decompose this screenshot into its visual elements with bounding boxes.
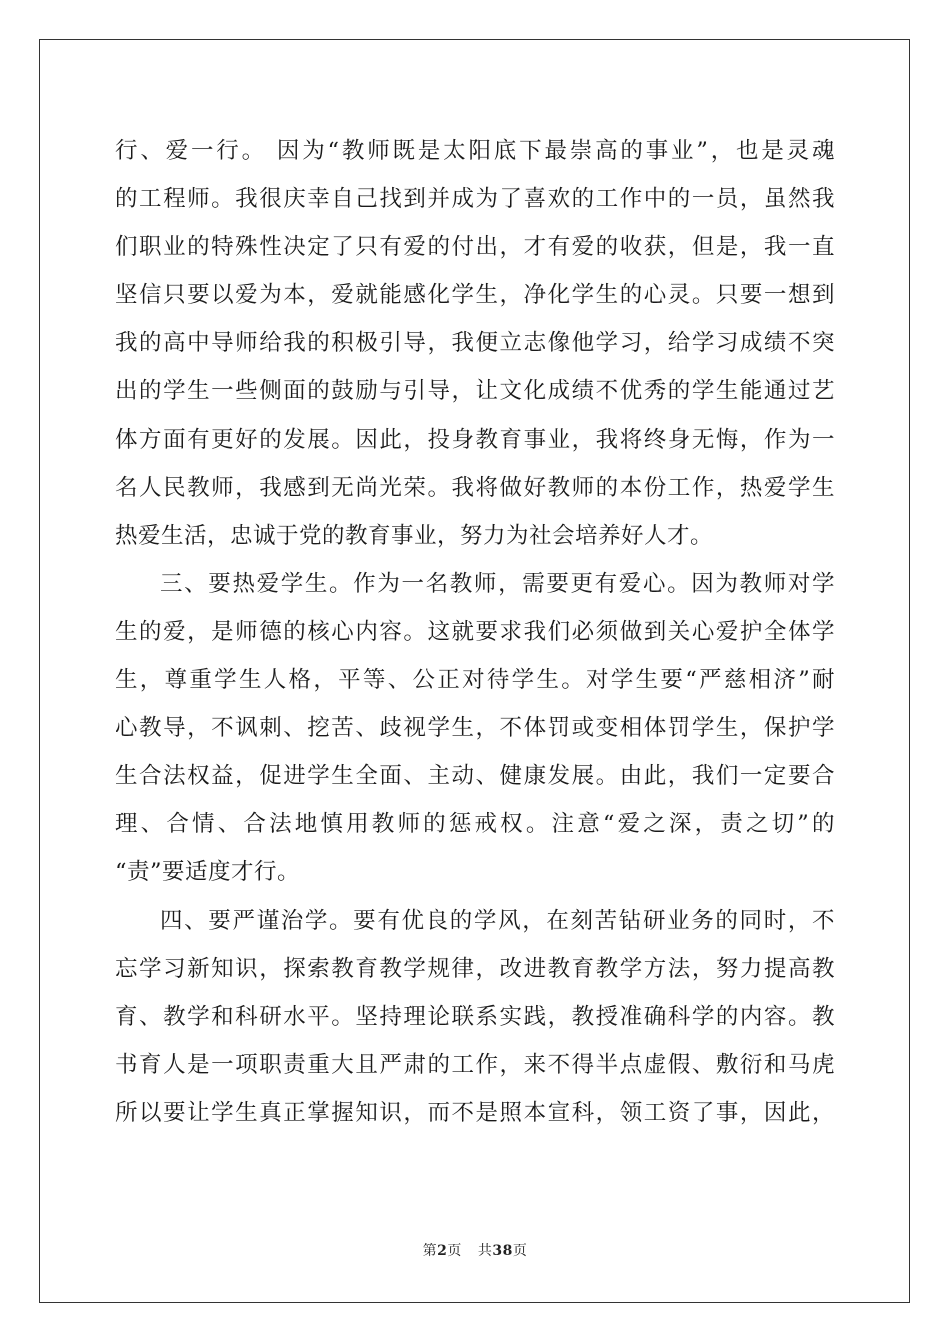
text-line: 三、要热爱学生。作为一名教师，需要更有爱心。因为教师对学 <box>160 570 835 597</box>
total-pages-suffix: 页 <box>512 1243 528 1259</box>
text-line: 理、合情、合法地慎用教师的惩戒权。注意“爱之深，责之切”的 <box>115 811 835 838</box>
page-number-suffix: 页 <box>447 1243 462 1259</box>
text-line: 名人民教师，我感到无尚光荣。我将做好教师的本份工作，热爱学生 <box>115 474 835 501</box>
text-line: 我的高中导师给我的积极引导，我便立志像他学习，给学习成绩不突 <box>115 330 835 357</box>
text-line: 体方面有更好的发展。因此，投身教育事业，我将终身无悔，作为一 <box>115 426 835 453</box>
text-line: 育、教学和科研水平。坚持理论联系实践，教授准确科学的内容。教 <box>115 1003 835 1030</box>
page-number-prefix: 第 <box>422 1243 438 1259</box>
text-line: 忘学习新知识，探索教育教学规律，改进教育教学方法，努力提高教 <box>115 955 835 982</box>
page-footer <box>0 1240 950 1260</box>
document-body <box>115 127 835 1137</box>
total-pages-prefix: 共 <box>477 1243 493 1259</box>
paragraph <box>115 560 835 897</box>
text-line: 们职业的特殊性决定了只有爱的付出，才有爱的收获，但是，我一直 <box>115 234 835 261</box>
paragraph <box>115 127 835 560</box>
current-page-number: 2 <box>437 1243 448 1259</box>
text-line: 生合法权益，促进学生全面、主动、健康发展。由此，我们一定要合 <box>115 763 835 790</box>
text-line: 坚信只要以爱为本，爱就能感化学生，净化学生的心灵。只要一想到 <box>115 282 835 309</box>
text-line: 的工程师。我很庆幸自己找到并成为了喜欢的工作中的一员，虽然我 <box>115 186 835 213</box>
text-line: 热爱生活，忠诚于党的教育事业，努力为社会培养好人才。 <box>115 522 714 549</box>
text-line: 四、要严谨治学。要有优良的学风，在刻苦钻研业务的同时，不 <box>160 907 835 934</box>
text-line: 生，尊重学生人格，平等、公正对待学生。对学生要“严慈相济”耐 <box>115 667 835 694</box>
text-line: 所以要让学生真正掌握知识，而不是照本宣科，领工资了事，因此， <box>115 1099 835 1126</box>
total-page-count: 38 <box>492 1243 513 1259</box>
text-line: 书育人是一项职责重大且严肃的工作，来不得半点虚假、敷衍和马虎 <box>115 1051 835 1078</box>
text-line: 出的学生一些侧面的鼓励与引导，让文化成绩不优秀的学生能通过艺 <box>115 378 835 405</box>
text-line: 行、爱一行。 因为“教师既是太阳底下最崇高的事业”，也是灵魂 <box>115 138 835 164</box>
paragraph <box>115 897 835 1137</box>
text-line: 生的爱，是师德的核心内容。这就要求我们必须做到关心爱护全体学 <box>115 618 835 645</box>
text-line: “责”要适度才行。 <box>115 859 301 886</box>
text-line: 心教导，不讽刺、挖苦、歧视学生，不体罚或变相体罚学生，保护学 <box>115 715 835 742</box>
